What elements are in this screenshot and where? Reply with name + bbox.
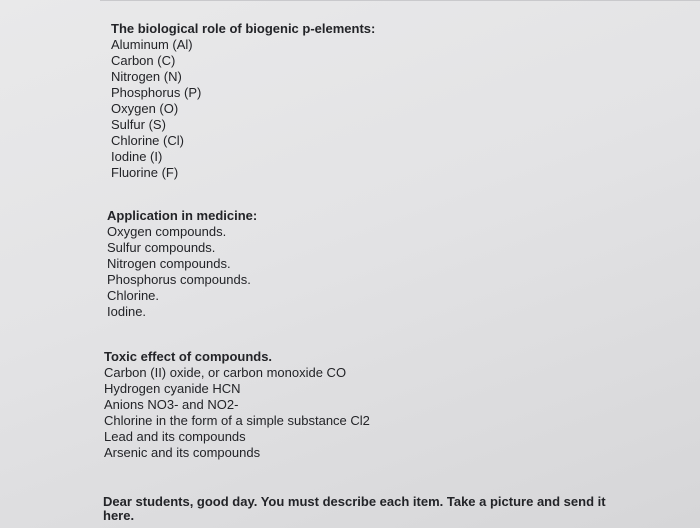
- list-item: Oxygen (O): [111, 101, 179, 116]
- list-item: Iodine.: [107, 304, 147, 319]
- medicine-list: [107, 224, 257, 320]
- list-item: Arsenic and its compounds: [104, 445, 261, 460]
- list-item: Carbon (II) oxide, or carbon monoxide CO: [104, 365, 347, 380]
- list-item: Lead and its compounds: [104, 429, 246, 444]
- medicine-section: [107, 208, 257, 320]
- elements-section: [111, 21, 375, 181]
- list-item: Phosphorus (P): [111, 85, 202, 100]
- list-item: Hydrogen cyanide HCN: [104, 381, 241, 396]
- list-item: Sulfur (S): [111, 117, 166, 132]
- elements-list: [111, 37, 375, 181]
- elements-heading: The biological role of biogenic p-elements:: [111, 21, 376, 36]
- list-item: Fluorine (F): [111, 165, 179, 180]
- list-item: Phosphorus compounds.: [107, 272, 251, 287]
- list-item: Chlorine in the form of a simple substance Cl2: [104, 413, 370, 428]
- list-item: Carbon (C): [111, 53, 176, 68]
- list-item: Chlorine.: [107, 288, 160, 303]
- list-item: Iodine (I): [111, 149, 163, 164]
- instructions-note: Dear students, good day. You must describe each item. Take a picture and send it here.: [103, 494, 606, 523]
- list-item: Nitrogen compounds.: [107, 256, 231, 271]
- top-divider: [100, 0, 700, 1]
- toxic-list: [104, 365, 370, 461]
- list-item: Anions NO3- and NO2-: [104, 397, 239, 412]
- toxic-heading: Toxic effect of compounds.: [104, 349, 273, 364]
- list-item: Chlorine (Cl): [111, 133, 184, 148]
- list-item: Sulfur compounds.: [107, 240, 216, 255]
- list-item: Oxygen compounds.: [107, 224, 227, 239]
- toxic-section: [104, 349, 370, 461]
- list-item: Aluminum (Al): [111, 37, 193, 52]
- medicine-heading: Application in medicine:: [107, 208, 258, 223]
- list-item: Nitrogen (N): [111, 69, 182, 84]
